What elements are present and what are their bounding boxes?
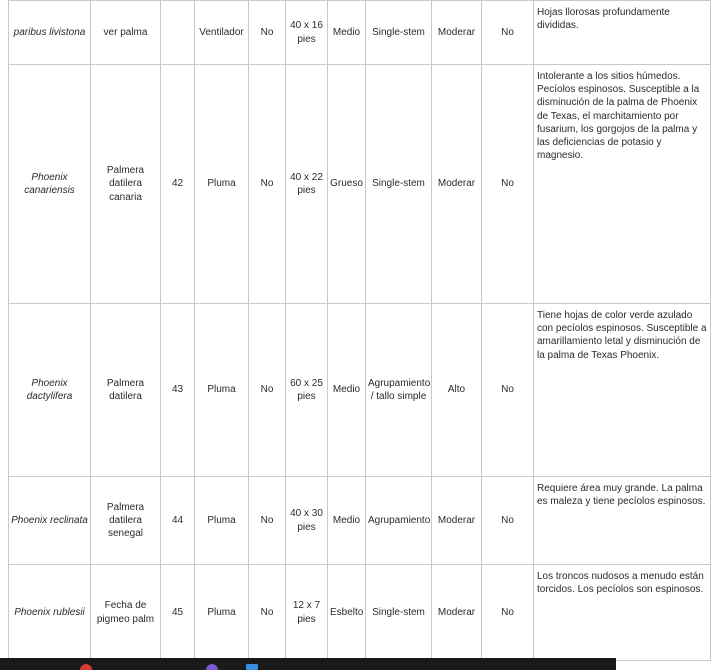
- water-cell: Alto: [432, 304, 482, 477]
- common-name-cell: Palmera datilera canaria: [91, 65, 161, 304]
- species-cell: Phoenix reclinata: [9, 477, 91, 565]
- cold-cell: No: [249, 477, 286, 565]
- common-name-cell: ver palma: [91, 1, 161, 65]
- water-cell: Moderar: [432, 477, 482, 565]
- browser-icon[interactable]: [80, 664, 92, 670]
- table-row: [9, 304, 711, 477]
- common-name-cell: Palmera datilera: [91, 304, 161, 477]
- notes-cell: Tiene hojas de color verde azulado con pecíolos espinosos. Susceptible a amarillamiento letal y disminución de la palma de Texas Phoenix.: [534, 304, 711, 477]
- file-icon[interactable]: [246, 664, 258, 670]
- leaf-type-cell: Pluma: [195, 477, 249, 565]
- cold-cell: No: [249, 304, 286, 477]
- habit-cell: Single-stem: [366, 1, 432, 65]
- salt-cell: No: [482, 565, 534, 661]
- notes-cell: Intolerante a los sitios húmedos. Pecíolos espinosos. Susceptible a la disminución de la palma de Phoenix de Texas, el marchitamiento por fusarium, los gorgojos de la palma y las deficiencias de potasio y magnesio.: [534, 65, 711, 304]
- size-cell: 12 x 7 pies: [286, 565, 328, 661]
- common-name-cell: Palmera datilera senegal: [91, 477, 161, 565]
- size-cell: 60 x 25 pies: [286, 304, 328, 477]
- cold-cell: No: [249, 565, 286, 661]
- water-cell: Moderar: [432, 1, 482, 65]
- trunk-cell: Esbelto: [328, 565, 366, 661]
- trunk-cell: Medio: [328, 1, 366, 65]
- leaf-type-cell: Ventilador: [195, 1, 249, 65]
- trunk-cell: Medio: [328, 477, 366, 565]
- notes-cell: Hojas llorosas profundamente divididas.: [534, 1, 711, 65]
- notes-cell: Requiere área muy grande. La palma es maleza y tiene pecíolos espinosos.: [534, 477, 711, 565]
- table-row: [9, 477, 711, 565]
- leaf-type-cell: Pluma: [195, 304, 249, 477]
- species-cell: Phoenix rublesii: [9, 565, 91, 661]
- number-cell: 45: [161, 565, 195, 661]
- species-cell: paribus livistona: [9, 1, 91, 65]
- size-cell: 40 x 16 pies: [286, 1, 328, 65]
- cold-cell: No: [249, 65, 286, 304]
- salt-cell: No: [482, 1, 534, 65]
- common-name-cell: Fecha de pigmeo palm: [91, 565, 161, 661]
- number-cell: 44: [161, 477, 195, 565]
- species-cell: Phoenix dactylifera: [9, 304, 91, 477]
- trunk-cell: Medio: [328, 304, 366, 477]
- size-cell: 40 x 22 pies: [286, 65, 328, 304]
- cold-cell: No: [249, 1, 286, 65]
- water-cell: Moderar: [432, 65, 482, 304]
- trunk-cell: Grueso: [328, 65, 366, 304]
- number-cell: 42: [161, 65, 195, 304]
- salt-cell: No: [482, 477, 534, 565]
- salt-cell: No: [482, 65, 534, 304]
- habit-cell: Agrupamiento / tallo simple: [366, 304, 432, 477]
- notes-cell: Los troncos nudosos a menudo están torcidos. Los pecíolos son espinosos.: [534, 565, 711, 661]
- taskbar: [0, 658, 616, 670]
- habit-cell: Agrupamiento: [366, 477, 432, 565]
- habit-cell: Single-stem: [366, 65, 432, 304]
- number-cell: [161, 1, 195, 65]
- table-row: [9, 565, 711, 661]
- size-cell: 40 x 30 pies: [286, 477, 328, 565]
- species-cell: Phoenix canariensis: [9, 65, 91, 304]
- water-cell: Moderar: [432, 565, 482, 661]
- salt-cell: No: [482, 304, 534, 477]
- leaf-type-cell: Pluma: [195, 565, 249, 661]
- table-row: [9, 1, 711, 65]
- app-icon[interactable]: [206, 664, 218, 670]
- habit-cell: Single-stem: [366, 565, 432, 661]
- number-cell: 43: [161, 304, 195, 477]
- leaf-type-cell: Pluma: [195, 65, 249, 304]
- palm-table: [8, 0, 711, 661]
- table-row: [9, 65, 711, 304]
